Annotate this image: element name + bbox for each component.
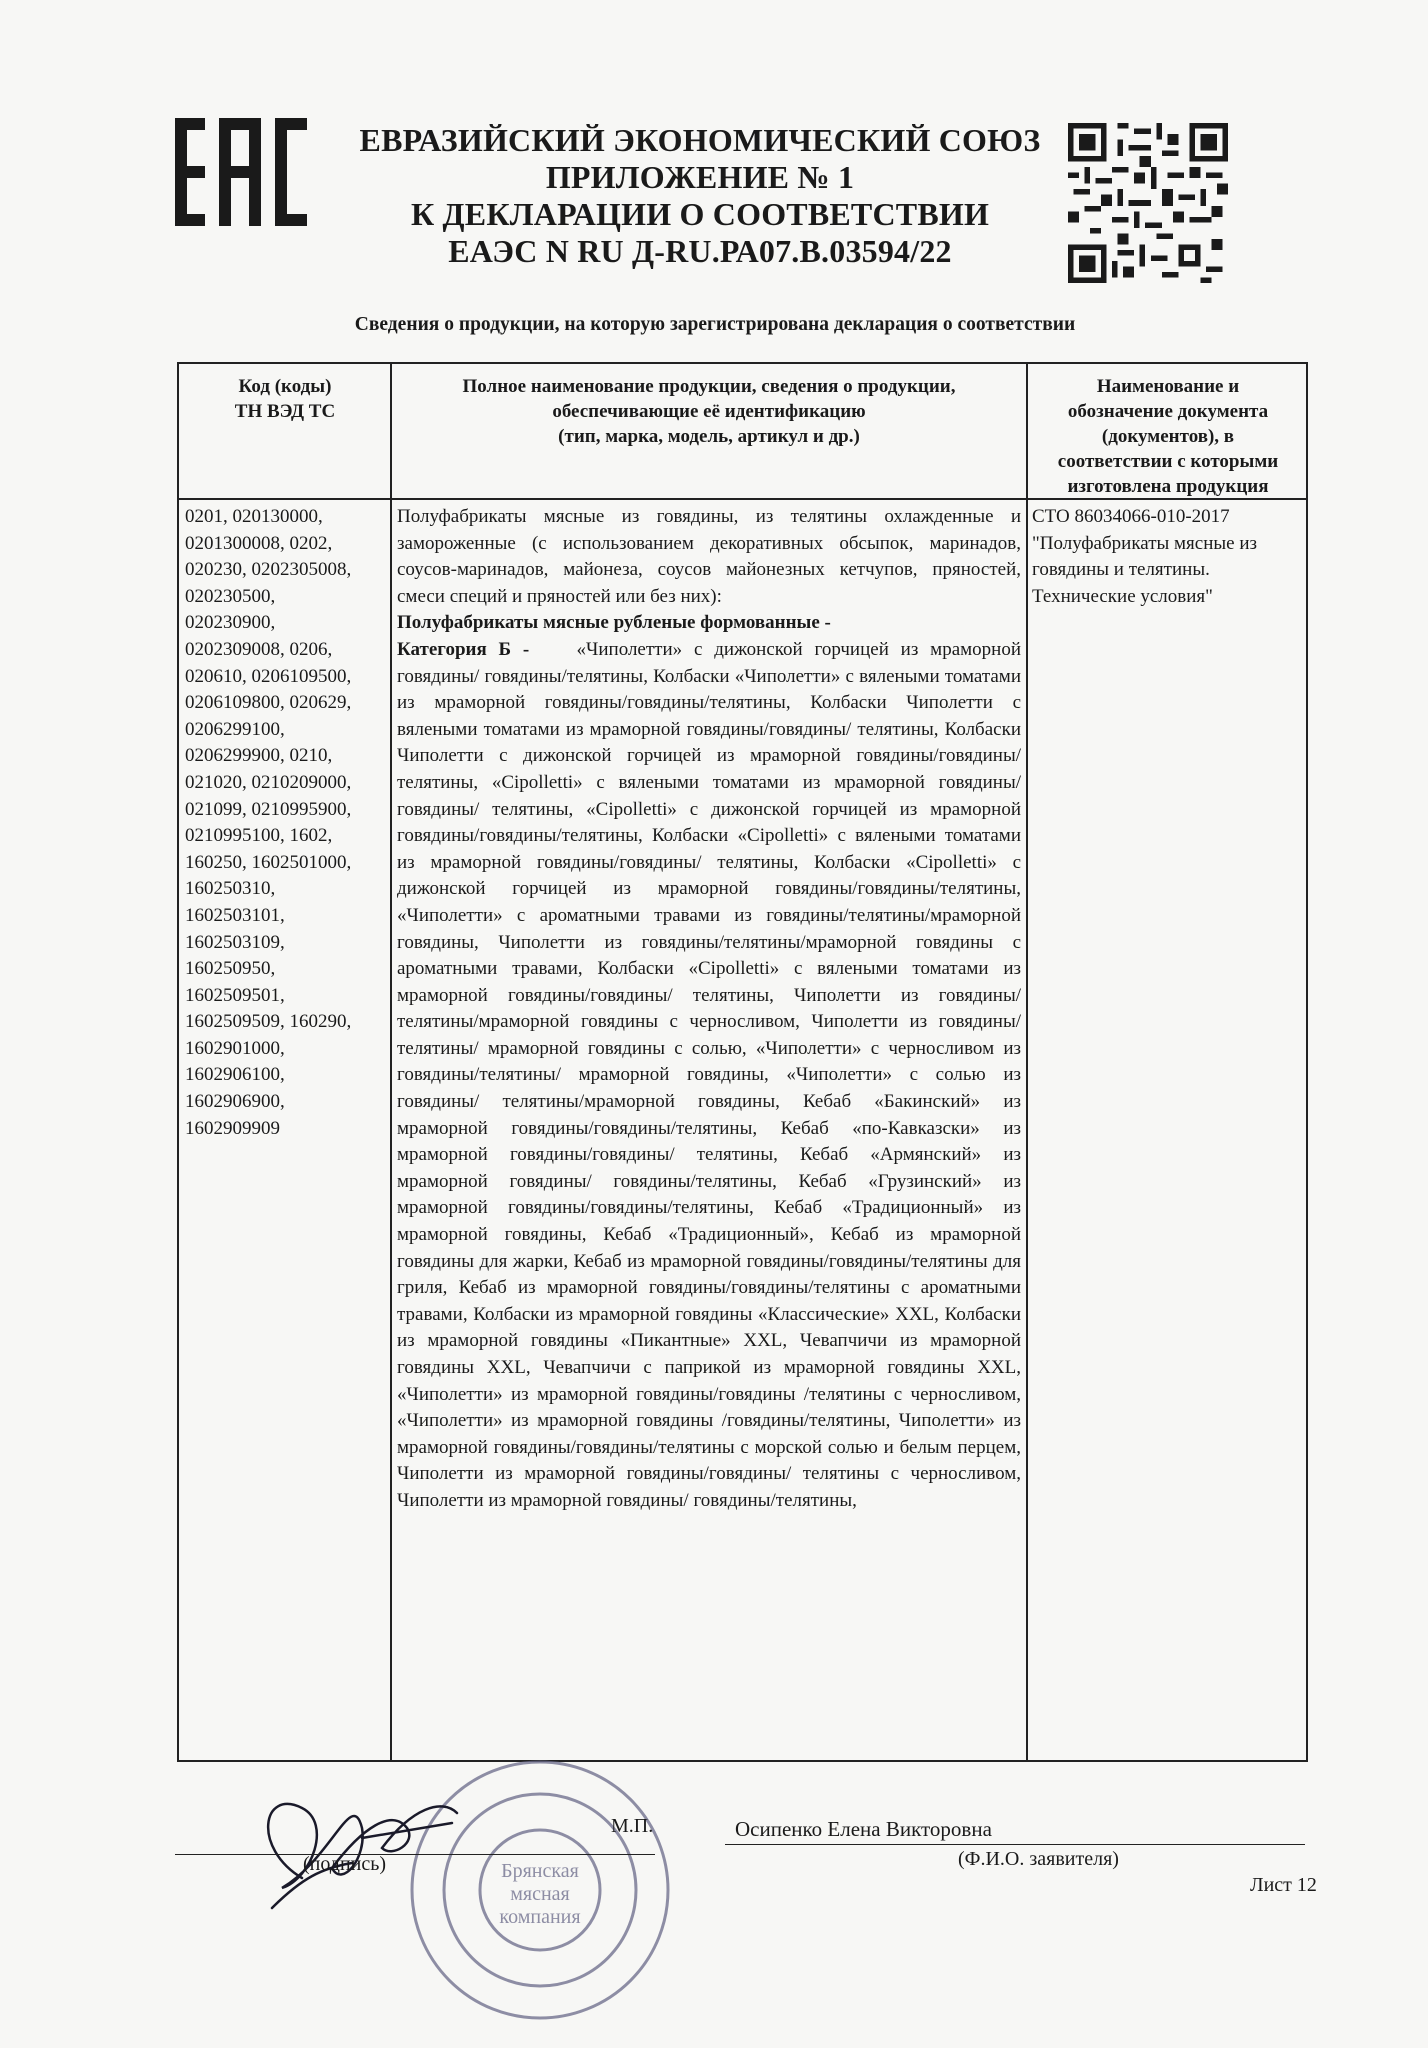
qr-code — [1068, 122, 1228, 284]
hs-code-line: 0206109800, 020629, — [185, 692, 352, 714]
hs-code-line: 021099, 0210995900, — [185, 798, 352, 820]
applicant-caption: (Ф.И.О. заявителя) — [958, 1848, 1119, 1870]
declaration-header — [330, 122, 1070, 270]
applicant-name: Осипенко Елена Викторовна — [735, 1817, 992, 1841]
signature-line — [175, 1854, 655, 1855]
hs-code-line: 0201300008, 0202, — [185, 532, 333, 554]
hs-code-line: 160250950, — [185, 958, 276, 980]
description-intro: Полуфабрикаты мясные из говядины, из телятины охлажденные и замороженные (с использованием декоративных обсыпок, маринадов, соусов-маринадов, майонеза, соусов майонезных кетчупов, пряностей, смеси специй и пряностей или без них): — [397, 506, 1021, 607]
hs-code-line: 021020, 0210209000, — [185, 771, 352, 793]
description-body — [397, 637, 1021, 1515]
applicant-line — [725, 1844, 1305, 1845]
hs-code-line: 0206299900, 0210, — [185, 745, 333, 767]
description-category: Категория Б - — [397, 638, 530, 660]
union-title: ЕВРАЗИЙСКИЙ ЭКОНОМИЧЕСКИЙ СОЮЗ — [359, 122, 1041, 158]
document-line: Технические условия" — [1032, 585, 1213, 607]
svg-text:компания: компания — [499, 1906, 581, 1928]
hs-code-line: 0202309008, 0206, — [185, 638, 333, 660]
description-products: «Чиполетти» с дижонской горчицей из мраморной говядины/ говядины/телятины, Колбаски «Чиполетти» с вялеными томатами из мраморной говядины/говядины/телятины, Колбаски Чиполетти с вялеными томатами из мраморной говядины/говядины/ телятины, Колбаски Чиполетти с дижонской горчицей из мраморной говядины/говядины/телятины, «Cipolletti» с вялеными томатами из мраморной говядины/говядины/ телятины, «Cipolletti» с дижонской горчицей из мраморной говядины/говядины/телятины, Колбаски «Cipolletti» с вялеными томатами из мраморной говядины/говядины/ телятины, Колбаски «Cipolletti» с дижонской горчицей из мраморной говядины/говядины/телятины, «Чиполетти» с ароматными травами из говядины/телятины/мраморной говядины, Чиполетти из говядины/телятины/мраморной говядины с ароматными травами, Колбаски «Cipolletti» с вялеными томатами из мраморной говядины/говядины/ телятины, Чиполетти из говядины/телятины/мраморной говядины с черносливом, Чиполетти из говядины/телятины/ мраморной говядины с солью, «Чиполетти» с черносливом из говядины/телятины/ мраморной говядины, «Чиполетти» с солью из говядины/ телятины/мраморной говядины, Кебаб «Бакинский» из мраморной говядины/говядины/телятины, Кебаб «по-Кавказски» из мраморной говядины/говядины/ телятины, Кебаб «Армянский» из мраморной говядины/ говядины/телятины, Кебаб «Грузинский» из мраморной говядины/говядины/телятины, Кебаб «Традиционный» из мраморной говядины, Кебаб «Традиционный», Кебаб из мраморной говядины для жарки, Кебаб из мраморной говядины/говядины/телятины для гриля, Кебаб из мраморной говядины/говядины/телятины с ароматными травами, Колбаски из мраморной говядины «Классические» XXL, Колбаски из мраморной говядины «Пикантные» XXL, Чевапчичи из мраморной говядины XXL, Чевапчичи с паприкой из мраморной говядины XXL, «Чиполетти» из мраморной говядины/говядины /телятины с черносливом, «Чиполетти» из мраморной говядины /говядины/телятины, Чиполетти» из мраморной говядины/говядины/телятины с морской солью и белым перцем, Чиполетти из мраморной говядины/говядины/ телятины с черносливом, Чиполетти из мраморной говядины/ говядины/телятины, — [397, 638, 1021, 1511]
column-divider — [1026, 364, 1028, 1760]
svg-text:мясная: мясная — [510, 1883, 570, 1905]
declaration-number: ЕАЭС N RU Д-RU.РА07.В.03594/22 — [448, 233, 952, 269]
hs-code-line: 1602909909 — [185, 1117, 280, 1139]
signature — [242, 1768, 472, 1918]
product-description-cell — [397, 504, 1021, 1515]
header-product-name: Полное наименование продукции, сведения о продукции, обеспечивающие её идентификацию (тип, марка, модель, артикул и др.) — [462, 376, 956, 447]
declaration-title: К ДЕКЛАРАЦИИ О СООТВЕТСТВИИ — [410, 196, 990, 232]
hs-code-line: 1602901000, — [185, 1037, 285, 1059]
description-heading: Полуфабрикаты мясные рубленые формованные - — [397, 612, 831, 634]
header-documents: Наименование и обозначение документа (документов), в соответствии с которыми изготовлена продукция — [1057, 376, 1279, 497]
products-subtitle: Сведения о продукции, на которую зарегистрирована декларация о соответствии — [354, 314, 1076, 335]
appendix-title: ПРИЛОЖЕНИЕ № 1 — [545, 159, 855, 195]
sheet-number: Лист 12 — [1250, 1874, 1317, 1896]
products-table — [177, 362, 1308, 1762]
hs-code-line: 1602906900, — [185, 1091, 285, 1113]
documents-cell — [1032, 504, 1306, 610]
hs-code-line: 0201, 020130000, — [185, 506, 323, 527]
document-line: говядины и телятины. — [1032, 559, 1210, 581]
hs-code-line: 020230900, — [185, 612, 276, 634]
svg-text:Брянская: Брянская — [501, 1860, 579, 1882]
header-hs-codes: Код (коды) ТН ВЭД ТС — [234, 376, 336, 422]
hs-code-line: 1602906100, — [185, 1064, 285, 1086]
hs-code-line: 0210995100, 1602, — [185, 825, 333, 847]
hs-code-line: 1602509501, — [185, 984, 285, 1006]
document-line: СТО 86034066-010-2017 — [1032, 506, 1230, 527]
column-divider — [390, 364, 392, 1760]
hs-code-line: 020230500, — [185, 585, 276, 607]
hs-codes-cell — [185, 504, 385, 1142]
hs-code-line: 1602503101, — [185, 904, 285, 926]
hs-code-line: 1602509509, 160290, — [185, 1011, 352, 1033]
hs-code-line: 0206299100, — [185, 718, 285, 740]
eac-mark-logo — [175, 118, 307, 226]
hs-code-line: 020230, 0202305008, — [185, 559, 352, 581]
hs-code-line: 160250, 1602501000, — [185, 851, 352, 873]
document-line: "Полуфабрикаты мясные из — [1032, 532, 1258, 554]
hs-code-line: 1602503109, — [185, 931, 285, 953]
seal-placeholder: М.П. — [611, 1815, 654, 1837]
hs-code-line: 160250310, — [185, 878, 276, 900]
hs-code-line: 020610, 0206109500, — [185, 665, 352, 687]
signature-caption: (подпись) — [303, 1853, 387, 1875]
